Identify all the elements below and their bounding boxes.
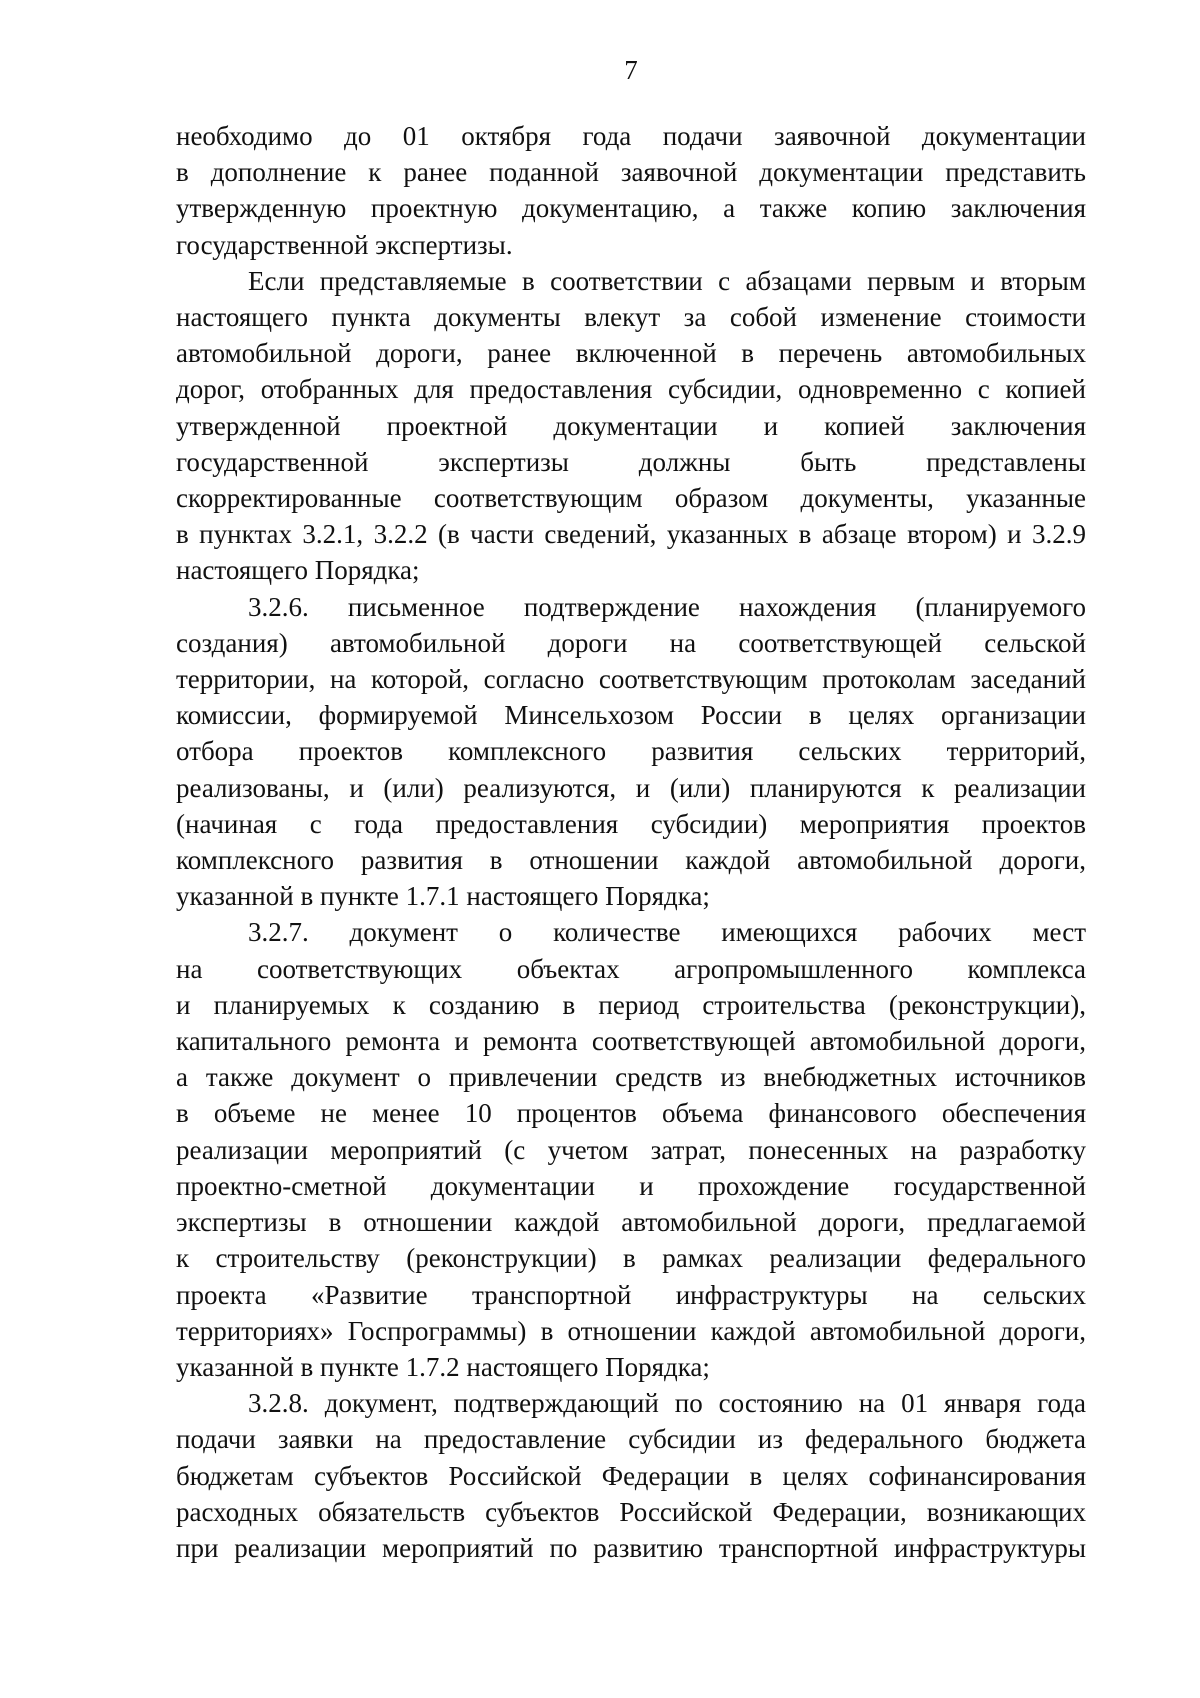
text-line: к строительству (реконструкции) в рамках реализации федерального [176,1243,1086,1274]
paragraph [176,914,1086,1385]
text-line: необходимо до 01 октября года подачи заявочной документации [176,121,1086,151]
text-line: настоящего пункта документы влекут за собой изменение стоимости [176,302,1086,333]
text-line: на соответствующих объектах агропромышленного комплекса [176,953,1086,984]
text-line: и планируемых к созданию в период строительства (реконструкции), [176,989,1086,1020]
text-line: территории, на которой, согласно соответствующим протоколам заседаний [176,664,1086,695]
text-line: капитального ремонта и ремонта соответствующей автомобильной дороги, [176,1026,1086,1057]
text-line: проектно-сметной документации и прохождение государственной [176,1170,1086,1201]
text-line: государственной экспертизы должны быть представлены [176,446,1086,477]
paragraph [176,263,1086,589]
text-line: бюджетам субъектов Российской Федерации в целях софинансирования [176,1460,1086,1491]
text-line: расходных обязательств субъектов Российской Федерации, возникающих [176,1496,1086,1527]
text-line: территориях» Госпрограммы) в отношении каждой автомобильной дороги, [176,1315,1086,1346]
text-line: скорректированные соответствующим образом документы, указанные [176,483,1086,514]
text-line: указанной в пункте 1.7.1 настоящего Порядка; [176,881,710,912]
text-line: Если представляемые в соответствии с абзацами первым и вторым [248,265,1086,296]
text-line: утвержденную проектную документацию, а также копию заключения [176,193,1086,224]
text-line: 3.2.6. письменное подтверждение нахождения (планируемого [248,591,1086,622]
text-line: 3.2.7. документ о количестве имеющихся рабочих мест [248,917,1086,948]
text-line: государственной экспертизы. [176,229,513,260]
page-number: 7 [624,55,638,85]
text-line: автомобильной дороги, ранее включенной в перечень автомобильных [176,338,1086,369]
text-line: реализации мероприятий (с учетом затрат, понесенных на разработку [176,1134,1086,1165]
text-line: указанной в пункте 1.7.2 настоящего Порядка; [176,1351,710,1382]
text-line: отбора проектов комплексного развития сельских территорий, [176,736,1086,767]
text-line: 3.2.8. документ, подтверждающий по состоянию на 01 января года [248,1388,1086,1419]
text-line: экспертизы в отношении каждой автомобильной дороги, предлагаемой [176,1207,1086,1238]
text-line: в пунктах 3.2.1, 3.2.2 (в части сведений, указанных в абзаце втором) и 3.2.9 [176,519,1086,550]
text-line: настоящего Порядка; [176,555,420,586]
text-line: реализованы, и (или) реализуются, и (или) планируются к реализации [176,772,1086,803]
text-line: в объеме не менее 10 процентов объема финансового обеспечения [176,1098,1086,1129]
text-line: подачи заявки на предоставление субсидии из федерального бюджета [176,1424,1086,1455]
paragraph [176,1385,1086,1566]
text-line: при реализации мероприятий по развитию транспортной инфраструктуры [176,1532,1086,1563]
text-line: утвержденной проектной документации и копией заключения [176,410,1086,441]
text-line: проекта «Развитие транспортной инфраструктуры на сельских [176,1279,1086,1310]
text-line: в дополнение к ранее поданной заявочной документации представить [176,157,1086,188]
text-line: создания) автомобильной дороги на соответствующей сельской [176,627,1086,658]
text-line: дорог, отобранных для предоставления субсидии, одновременно с копией [176,374,1086,405]
document-body [176,118,1086,1566]
text-line: комиссии, формируемой Минсельхозом России в целях организации [176,700,1086,731]
text-line: а также документ о привлечении средств из внебюджетных источников [176,1062,1086,1093]
text-line: комплексного развития в отношении каждой автомобильной дороги, [176,845,1086,876]
text-line: (начиная с года предоставления субсидии) мероприятия проектов [176,808,1086,839]
paragraph [176,118,1086,263]
paragraph [176,589,1086,915]
